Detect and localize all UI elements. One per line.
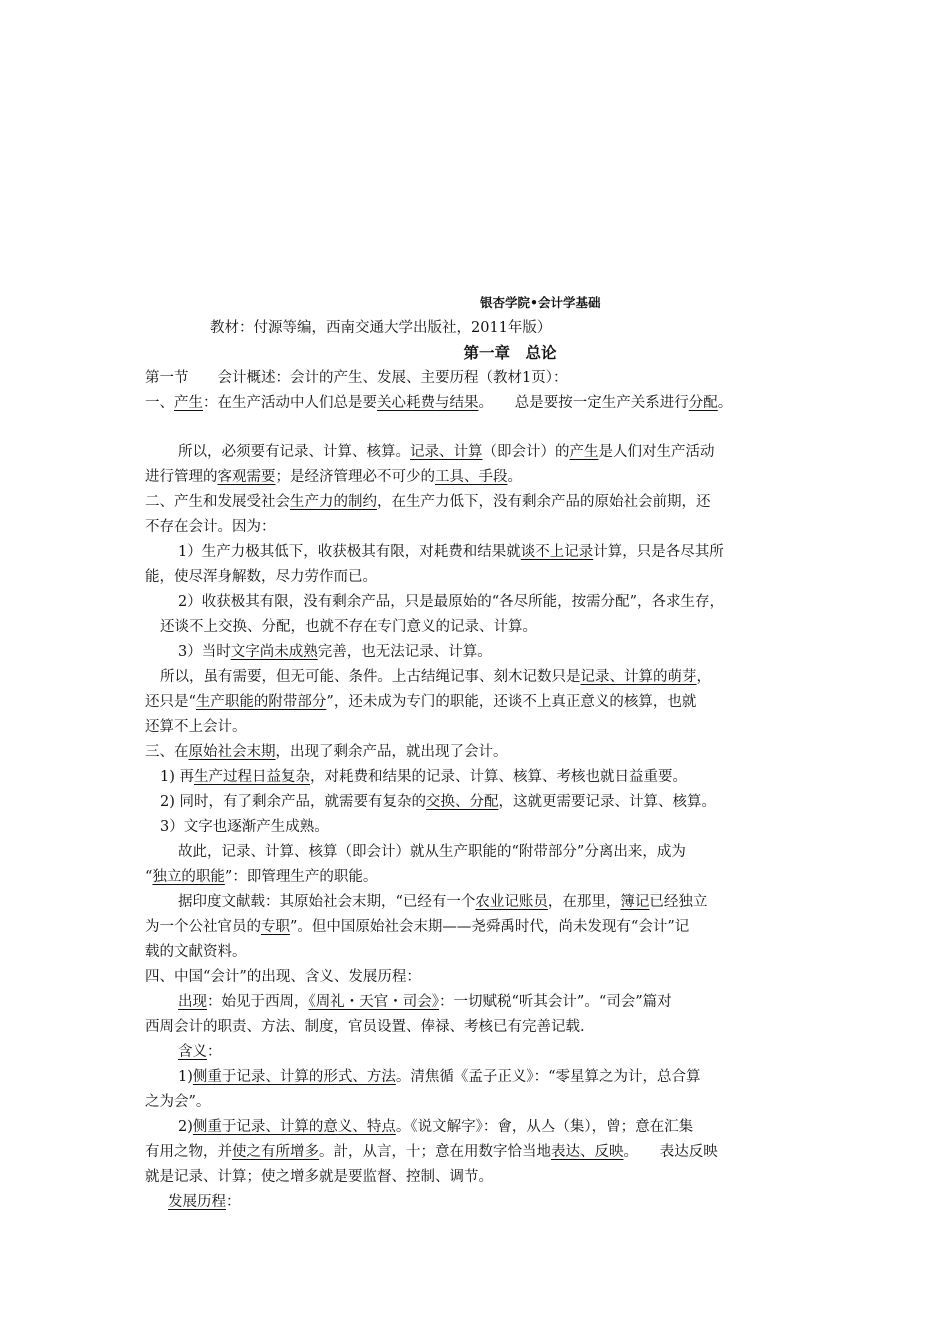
paragraph-line xyxy=(178,542,858,562)
underlined-text: 关心耗费与结果 xyxy=(377,395,479,411)
underlined-text: 生产过程日益复杂 xyxy=(194,769,310,785)
paragraph-line xyxy=(178,642,858,662)
paragraph-line xyxy=(178,1117,858,1137)
text: ，出现了剩余产品，就出现了会计。 xyxy=(275,744,508,760)
text: 三、在 xyxy=(145,744,189,760)
text: 还只是“ xyxy=(145,694,196,710)
paragraph-line xyxy=(160,767,840,787)
text: 已经独立 xyxy=(649,894,708,910)
text: 。 总是要按一定生产关系进行 xyxy=(478,395,689,411)
text: 一、 xyxy=(145,395,174,411)
underlined-text: 表达、反映 xyxy=(551,1144,624,1160)
underlined-text: 产生 xyxy=(569,444,599,460)
underlined-text: 工具、手段 xyxy=(435,469,508,485)
paragraph-line xyxy=(145,867,825,887)
text: 二、产生和发展受社会 xyxy=(145,494,290,510)
text: 所以，虽有需要，但无可能、条件。上古结绳记事、刻木记数只是 xyxy=(160,669,581,685)
chapter-title: 第一章 总论 xyxy=(463,343,557,362)
text: ”。但中国原始社会末期——尧舜禹时代，尚未发现有“会计”记 xyxy=(290,919,690,935)
text: 1）生产力极其低下，收获极其有限，对耗费和结果就 xyxy=(178,544,521,560)
text: ：一切赋税“听其会计”。“司会”篇对 xyxy=(439,994,672,1010)
text: 2) xyxy=(178,1119,193,1135)
text: ，在那里， xyxy=(547,894,621,910)
text: 所以，必须要有记录、计算、核算。 xyxy=(178,444,410,460)
text: ：在生产活动中人们总是要 xyxy=(203,395,377,411)
underlined-text: 交换、分配 xyxy=(426,794,499,810)
text: 。 表达反映 xyxy=(623,1144,718,1160)
paragraph-line xyxy=(145,692,825,712)
text: 2) 同时，有了剩余产品，就需要有复杂的 xyxy=(160,794,426,810)
text: ”，还未成为专门的职能，还谈不上真正意义的核算，也就 xyxy=(326,694,697,710)
underlined-text: 使之有所增多 xyxy=(232,1144,319,1160)
text: ：始见于西周， xyxy=(207,994,309,1010)
text: ： xyxy=(207,1044,222,1060)
underlined-text: 含义 xyxy=(178,1044,207,1060)
underlined-text: 专职 xyxy=(261,919,290,935)
paragraph-line xyxy=(160,667,840,687)
paragraph-line xyxy=(160,792,840,812)
paragraph-line: 故此，记录、计算、核算（即会计）就从生产职能的“附带部分”分离出来，成为 xyxy=(178,844,686,860)
text: 。 xyxy=(507,469,522,485)
paragraph-line: 不存在会计。因为： xyxy=(145,519,276,535)
text: 完善，也无法记录、计算。 xyxy=(317,644,492,660)
paragraph-line: 四、中国“会计”的出现、含义、发展历程： xyxy=(145,969,421,985)
text: 是人们对生产活动 xyxy=(598,444,715,460)
paragraph-line: 能，使尽浑身解数，尽力劳作而已。 xyxy=(145,569,377,585)
underlined-text: 生产职能的附带部分 xyxy=(195,694,327,710)
paragraph-line xyxy=(145,1142,825,1162)
page-header: 银杏学院•会计学基础 xyxy=(480,295,601,310)
paragraph-line xyxy=(145,492,825,512)
underlined-text: 独立的职能 xyxy=(152,869,225,885)
underlined-text: 生产力的制约 xyxy=(290,494,377,510)
text: 1) xyxy=(178,1069,193,1085)
paragraph-line xyxy=(178,442,858,462)
text: 为一个公社官员的 xyxy=(145,919,261,935)
paragraph-line xyxy=(145,742,825,762)
text: ，对耗费和结果的记录、计算、核算、考核也就日益重要。 xyxy=(310,769,687,785)
underlined-text: 分配 xyxy=(688,395,718,411)
text: ；是经济管理必不可少的 xyxy=(275,469,435,485)
text: ， xyxy=(696,669,711,685)
text: 3）当时 xyxy=(178,644,231,660)
text: ： xyxy=(226,1194,241,1210)
text: “ xyxy=(145,869,153,885)
text: （即会计）的 xyxy=(482,444,570,460)
text: 计算，只是各尽其所 xyxy=(593,544,724,560)
paragraph-line: 西周会计的职责、方法、制度，官员设置、俸禄、考核已有完善记载. xyxy=(145,1019,585,1035)
text: 。《说文解字》：會，从亼（集），曾；意在汇集 xyxy=(395,1119,694,1135)
paragraph-line: 载的文献资料。 xyxy=(145,944,247,960)
text: ”：即管理生产的职能。 xyxy=(224,869,378,885)
section-heading: 第一节 会计概述：会计的产生、发展、主要历程（教材1页）： xyxy=(145,370,568,386)
paragraph-line xyxy=(178,1067,858,1087)
text: ，这就更需要记录、计算、核算。 xyxy=(498,794,716,810)
underlined-text: 农业记账员 xyxy=(475,894,548,910)
underlined-text: 客观需要 xyxy=(217,469,276,485)
underlined-text: 记录、计算的萌芽 xyxy=(580,669,697,685)
paragraph-line xyxy=(145,467,825,487)
paragraph-line xyxy=(168,1192,848,1212)
underlined-text: 产生 xyxy=(174,395,203,411)
underlined-text: 原始社会末期 xyxy=(188,744,276,760)
underlined-text: 侧重于记录、计算的形式、方法 xyxy=(192,1069,396,1085)
paragraph-line xyxy=(145,917,825,937)
text: 有用之物，并 xyxy=(145,1144,232,1160)
text: 。 xyxy=(717,395,733,411)
text: 1) 再 xyxy=(160,769,194,785)
underlined-text: 记录、计算 xyxy=(410,444,483,460)
text: 。計，从言，十；意在用数字恰当地 xyxy=(319,1144,551,1160)
underlined-text: 文字尚未成熟 xyxy=(230,644,318,660)
underlined-text: 簿记 xyxy=(620,894,650,910)
text: ，在生产力低下，没有剩余产品的原始社会前期，还 xyxy=(377,494,711,510)
paragraph-line: 还算不上会计。 xyxy=(145,719,247,735)
paragraph-line: 2）收获极其有限，没有剩余产品，只是最原始的“各尽所能，按需分配”，各求生存， xyxy=(178,594,725,610)
text: 进行管理的 xyxy=(145,469,218,485)
underlined-text: 谈不上记录 xyxy=(520,544,594,560)
paragraph-line: 3）文字也逐渐产生成熟。 xyxy=(160,819,329,835)
paragraph-line xyxy=(145,393,825,413)
text: 据印度文献载：其原始社会末期，“已经有一个 xyxy=(178,894,476,910)
underlined-text: 出现 xyxy=(178,994,207,1010)
underlined-text: 侧重于记录、计算的意义、特点 xyxy=(192,1119,396,1135)
textbook-line: 教材：付源等编，西南交通大学出版社，2011年版） xyxy=(210,320,552,336)
paragraph-line xyxy=(178,1042,858,1062)
paragraph-line xyxy=(178,992,858,1012)
text: 。清焦循《孟子正义》：“零星算之为计，总合算 xyxy=(395,1069,701,1085)
underlined-text: 发展历程 xyxy=(168,1194,226,1210)
underlined-text: 《周礼・天官・司会》 xyxy=(308,994,439,1010)
paragraph-line: 之为会”。 xyxy=(145,1094,211,1110)
paragraph-line: 还谈不上交换、分配，也就不存在专门意义的记录、计算。 xyxy=(160,619,537,635)
paragraph-line xyxy=(178,892,858,912)
paragraph-line: 就是记录、计算；使之增多就是要监督、控制、调节。 xyxy=(145,1169,493,1185)
